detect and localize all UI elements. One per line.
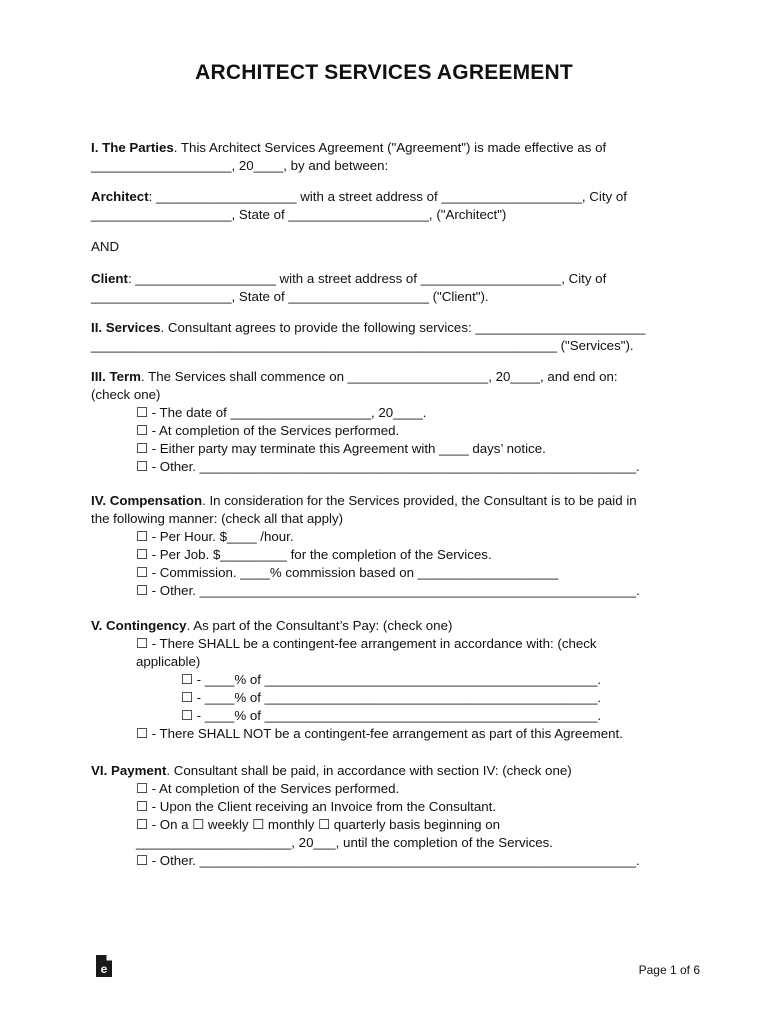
payment-schedule-prefix: - On a: [151, 817, 193, 832]
compensation-option-label: - Per Hour. $____ /hour.: [151, 529, 294, 544]
compensation-option: [91, 564, 691, 582]
checkbox-icon[interactable]: ☐: [136, 726, 148, 741]
compensation-option: [91, 546, 691, 564]
checkbox-icon[interactable]: ☐: [136, 405, 148, 420]
svg-text:e: e: [100, 962, 108, 976]
term-option: [91, 440, 691, 458]
term-option-label: - The date of ___________________, 20____.: [151, 405, 427, 420]
payment-option: [91, 780, 691, 798]
client-text-2: ___________________, State of ___________________ ("Client").: [91, 289, 489, 304]
term-option: [91, 422, 691, 440]
services-heading: II. Services: [91, 320, 161, 335]
contingency-sub-option-label: - ____% of _____________________________________________.: [196, 708, 602, 723]
architect-label: Architect: [91, 189, 149, 204]
payment-option-label: - At completion of the Services performed.: [151, 781, 400, 796]
and-text: AND: [91, 239, 120, 254]
page-number: Page 1 of 6: [638, 963, 700, 977]
checkbox-icon[interactable]: ☐: [136, 636, 148, 651]
section-payment: [91, 762, 691, 870]
term-heading: III. Term: [91, 369, 141, 384]
document-title: ARCHITECT SERVICES AGREEMENT: [195, 61, 573, 84]
checkbox-icon[interactable]: ☐: [136, 423, 148, 438]
document-logo-icon: [94, 954, 114, 978]
compensation-option-label: - Commission. ____% commission based on ___________________: [151, 565, 559, 580]
term-option-label: - Either party may terminate this Agreement with ____ days’ notice.: [151, 441, 546, 456]
payment-quarterly-label: quarterly basis beginning on: [330, 817, 501, 832]
payment-monthly-label: monthly: [264, 817, 319, 832]
contingency-sub-option: [91, 671, 691, 689]
services-text-2: _______________________________________________________________ ("Services").: [91, 338, 634, 353]
checkbox-icon[interactable]: ☐: [181, 690, 193, 705]
section-term: [91, 368, 691, 476]
payment-heading: VI. Payment: [91, 763, 167, 778]
compensation-text-1: . In consideration for the Services provided, the Consultant is to be paid in: [202, 493, 637, 508]
checkbox-icon[interactable]: ☐: [136, 441, 148, 456]
section-parties: [91, 139, 691, 175]
parties-heading: I. The Parties: [91, 140, 174, 155]
compensation-heading: IV. Compensation: [91, 493, 203, 508]
client-label: Client: [91, 271, 128, 286]
contingency-sub-option: [91, 707, 691, 725]
contingency-heading: V. Contingency: [91, 618, 187, 633]
term-option-label: - Other. ___________________________________________________________.: [151, 459, 640, 474]
term-option-label: - At completion of the Services performed.: [151, 423, 400, 438]
payment-weekly-label: weekly: [204, 817, 253, 832]
compensation-option: [91, 582, 691, 600]
checkbox-icon[interactable]: ☐: [252, 817, 265, 832]
checkbox-icon[interactable]: ☐: [181, 708, 193, 723]
services-text-1: . Consultant agrees to provide the following services: _______________________: [160, 320, 646, 335]
checkbox-icon[interactable]: ☐: [136, 547, 148, 562]
parties-text-1: . This Architect Services Agreement ("Agreement") is made effective as of: [173, 140, 607, 155]
checkbox-icon[interactable]: ☐: [136, 565, 148, 580]
contingency-shall-label: - There SHALL be a contingent-fee arrangement in accordance with: (check: [151, 636, 597, 651]
payment-text-1: . Consultant shall be paid, in accordance with section IV: (check one): [166, 763, 572, 778]
section-architect: [91, 188, 691, 224]
term-text-1: . The Services shall commence on ___________________, 20____, and end on:: [141, 369, 618, 384]
payment-schedule-text-2: _____________________, 20___, until the completion of the Services.: [136, 835, 553, 850]
compensation-option-label: - Other. ___________________________________________________________.: [151, 583, 640, 598]
checkbox-icon[interactable]: ☐: [192, 817, 205, 832]
compensation-text-2: the following manner: (check all that apply): [91, 511, 344, 526]
section-client: [91, 270, 691, 306]
term-option: [91, 458, 691, 476]
payment-option-schedule: [91, 816, 691, 834]
parties-text-2: ___________________, 20____, by and between:: [91, 158, 389, 173]
and-separator: [91, 238, 691, 256]
checkbox-icon[interactable]: ☐: [136, 781, 148, 796]
checkbox-icon[interactable]: ☐: [181, 672, 193, 687]
checkbox-icon[interactable]: ☐: [136, 799, 148, 814]
term-text-2: (check one): [91, 387, 161, 402]
contingency-text-1: . As part of the Consultant’s Pay: (check one): [186, 618, 453, 633]
contingency-option-shall-not: [91, 725, 691, 743]
architect-text-2: ___________________, State of ___________________, ("Architect"): [91, 207, 507, 222]
contingency-sub-option-label: - ____% of _____________________________________________.: [196, 690, 602, 705]
checkbox-icon[interactable]: ☐: [136, 459, 148, 474]
contingency-shall-not-label: - There SHALL NOT be a contingent-fee arrangement as part of this Agreement.: [151, 726, 623, 741]
checkbox-icon[interactable]: ☐: [136, 529, 148, 544]
payment-option: [91, 798, 691, 816]
payment-option-label: - Other. ___________________________________________________________.: [151, 853, 640, 868]
architect-text-1: : ___________________ with a street address of ___________________, City of: [148, 189, 627, 204]
checkbox-icon[interactable]: ☐: [136, 853, 148, 868]
compensation-option-label: - Per Job. $_________ for the completion of the Services.: [151, 547, 492, 562]
contingency-shall-text-2: applicable): [136, 654, 201, 669]
checkbox-icon[interactable]: ☐: [136, 817, 148, 832]
contingency-sub-option: [91, 689, 691, 707]
checkbox-icon[interactable]: ☐: [318, 817, 331, 832]
term-option: [91, 404, 691, 422]
checkbox-icon[interactable]: ☐: [136, 583, 148, 598]
payment-option-label: - Upon the Client receiving an Invoice from the Consultant.: [151, 799, 497, 814]
contingency-sub-option-label: - ____% of _____________________________________________.: [196, 672, 602, 687]
section-compensation: [91, 492, 691, 600]
section-services: [91, 319, 691, 355]
contingency-option-shall: [91, 635, 691, 653]
payment-option: [91, 852, 691, 870]
client-text-1: : ___________________ with a street address of ___________________, City of: [127, 271, 607, 286]
compensation-option: [91, 528, 691, 546]
section-contingency: [91, 617, 691, 743]
